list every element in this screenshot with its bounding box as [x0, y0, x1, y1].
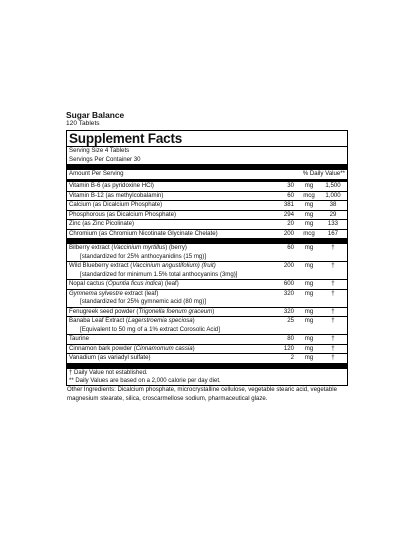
ingredient-name — [67, 317, 272, 326]
nutrient-unit: mg — [304, 182, 314, 190]
ingredient-dv: † — [331, 335, 335, 343]
nutrient-amount: 30 — [287, 182, 294, 190]
ingredient-name — [67, 335, 272, 344]
ingredient-latin-name: Lagerstroemia speciosa — [127, 317, 193, 325]
ingredient-latin-name: Gymnema sylvestre — [69, 289, 123, 297]
ingredient-name-part: ) (berry) — [165, 244, 187, 252]
ingredient-name-part: Wild Blueberry extract ( — [69, 262, 133, 270]
ingredient-latin-name: Cinnamomum cassia — [135, 344, 193, 352]
ingredient-row — [67, 279, 347, 289]
ingredient-dv: † — [331, 262, 335, 270]
nutrient-unit: mg — [304, 201, 314, 209]
ingredient-amount: 2 — [290, 354, 294, 362]
nutrient-amount: 20 — [287, 220, 294, 228]
nutrient-row — [67, 191, 347, 201]
nutrient-dv: 38 — [329, 201, 337, 209]
ingredient-name — [67, 244, 272, 253]
ingredient-unit: mg — [304, 244, 314, 252]
ingredient-name-part: Taurine — [69, 335, 89, 343]
ingredient-dv: † — [331, 244, 335, 252]
ingredient-row — [67, 353, 347, 363]
nutrient-amount: 381 — [283, 201, 294, 209]
ingredient-unit: mg — [304, 335, 314, 343]
dv-header: % Daily Value** — [302, 170, 345, 178]
nutrient-name: Phosphorous (as Dicalcium Phosphate) — [69, 210, 177, 218]
ingredient-latin-name: Vaccinium myrtillus — [113, 244, 166, 252]
nutrient-unit: mg — [304, 210, 314, 218]
nutrient-name: Vitamin B-6 (as pyridoxine HCl) — [69, 182, 154, 190]
ingredient-row — [67, 344, 347, 354]
amount-header: Amount Per Serving — [69, 170, 124, 178]
ingredient-unit: mg — [304, 280, 314, 288]
ingredient-name-part: Fenugreek seed powder ( — [69, 307, 139, 315]
ingredient-amount: 600 — [283, 280, 294, 288]
ingredient-unit: mg — [304, 317, 314, 325]
nutrient-row — [67, 229, 347, 239]
nutrient-dv: 1,500 — [325, 182, 341, 190]
ingredient-name-part: Nopal cactus ( — [69, 280, 108, 288]
nutrient-dv: 29 — [329, 210, 337, 218]
ingredient-name — [67, 354, 272, 363]
nutrient-name: Vitamin B-12 (as methylcobalamin) — [69, 191, 164, 199]
supplement-facts-panel — [66, 130, 348, 386]
herb-list — [67, 244, 347, 363]
ingredient-amount: 80 — [287, 335, 294, 343]
ingredient-latin-name: Trigonella foenum graceum — [138, 307, 213, 315]
footnote: † Daily Value not established. — [69, 369, 148, 376]
ingredient-name-part: ) — [192, 317, 195, 325]
nutrient-unit: mcg — [303, 229, 315, 237]
ingredient-dv: † — [331, 354, 335, 362]
other-ingredients: Other Ingredients: Dicalcium phosphate, microcrystalline cellulose, vegetable stearic acid, vegetable magnesium stearate, silica, croscarmellose sodium, pharmaceutical glaze. — [67, 386, 337, 403]
ingredient-unit: mg — [304, 307, 314, 315]
ingredient-row — [67, 316, 347, 326]
ingredient-unit: mg — [304, 289, 314, 297]
ingredient-row — [67, 261, 347, 271]
footnote: ** Daily Values are based on a 2,000 calorie per day diet. — [69, 378, 221, 385]
nutrient-amount: 200 — [283, 229, 294, 237]
ingredient-name-part: ) — [192, 344, 195, 352]
servings-per-container: Servings Per Container 30 — [69, 155, 141, 163]
nutrient-dv: 167 — [327, 229, 339, 237]
nutrient-row — [67, 219, 347, 229]
serving-size: Serving Size 4 Tablets — [67, 146, 347, 156]
ingredient-name — [67, 280, 272, 289]
ingredient-amount: 200 — [283, 262, 294, 270]
ingredient-amount: 120 — [283, 344, 294, 352]
nutrient-amount: 60 — [287, 191, 294, 199]
product-count: 120 Tablets — [66, 120, 100, 127]
ingredient-unit: mg — [304, 354, 314, 362]
ingredient-row — [67, 244, 347, 253]
nutrient-row — [67, 200, 347, 210]
panel-title: Supplement Facts — [69, 131, 183, 146]
nutrient-row — [67, 210, 347, 220]
nutrient-row — [67, 182, 347, 191]
vitamin-list — [67, 182, 347, 238]
nutrient-dv: 133 — [327, 220, 339, 228]
ingredient-standardization: [standardized for 25% gymnemic acid (80 mg)] — [80, 298, 206, 306]
ingredient-dv: † — [331, 344, 335, 352]
column-header — [67, 170, 347, 179]
ingredient-row — [67, 289, 347, 299]
nutrient-name: Chromium (as Chromium Nicotinate Glycinate Chelate) — [69, 229, 218, 237]
ingredient-name-part: ) — [212, 307, 215, 315]
ingredient-name-part: ) (leaf) — [161, 280, 179, 288]
ingredient-latin-name: Vaccinium angustifolium) (fruit) — [132, 262, 216, 270]
ingredient-amount: 320 — [283, 307, 294, 315]
ingredient-latin-name: Opuntia ficus indica — [107, 280, 162, 288]
ingredient-standardization: [standardized for minimum 1.5% total anthocyanins (3mg)] — [80, 270, 238, 278]
product-name: Sugar Balance — [66, 110, 125, 120]
ingredient-row — [67, 334, 347, 344]
ingredient-amount: 320 — [283, 289, 294, 297]
nutrient-unit: mg — [304, 220, 314, 228]
ingredient-name-part: Bilberry extract ( — [69, 244, 114, 252]
ingredient-name — [67, 308, 272, 317]
ingredient-unit: mg — [304, 262, 314, 270]
ingredient-standardization: [standardized for 25% anthocyanidins (15 mg)] — [80, 252, 207, 260]
ingredient-dv: † — [331, 307, 335, 315]
nutrient-dv: 1,000 — [325, 191, 341, 199]
nutrient-name: Calcium (as Dicalcium Phosphate) — [69, 201, 163, 209]
ingredient-amount: 60 — [287, 244, 294, 252]
nutrient-unit: mcg — [303, 191, 315, 199]
ingredient-name-part: Banaba Leaf Extract ( — [69, 317, 128, 325]
ingredient-name — [67, 290, 272, 299]
ingredient-dv: † — [331, 280, 335, 288]
ingredient-dv: † — [331, 289, 335, 297]
nutrient-amount: 294 — [283, 210, 294, 218]
nutrient-name: Zinc (as Zinc Picolinate) — [69, 220, 135, 228]
ingredient-unit: mg — [304, 344, 314, 352]
ingredient-name — [67, 262, 272, 271]
ingredient-row — [67, 307, 347, 317]
ingredient-dv: † — [331, 317, 335, 325]
ingredient-name-part: Vanadium (as variadyl sulfate) — [69, 354, 151, 362]
ingredient-standardization: [Equivalent to 50 mg of a 1% extract Corosolic Acid] — [80, 325, 220, 333]
ingredient-name — [67, 345, 272, 354]
ingredient-amount: 25 — [287, 317, 294, 325]
label-block — [66, 110, 351, 404]
ingredient-name-part: extract (leaf) — [122, 289, 159, 297]
ingredient-name-part: Cinnamon bark powder ( — [69, 344, 136, 352]
